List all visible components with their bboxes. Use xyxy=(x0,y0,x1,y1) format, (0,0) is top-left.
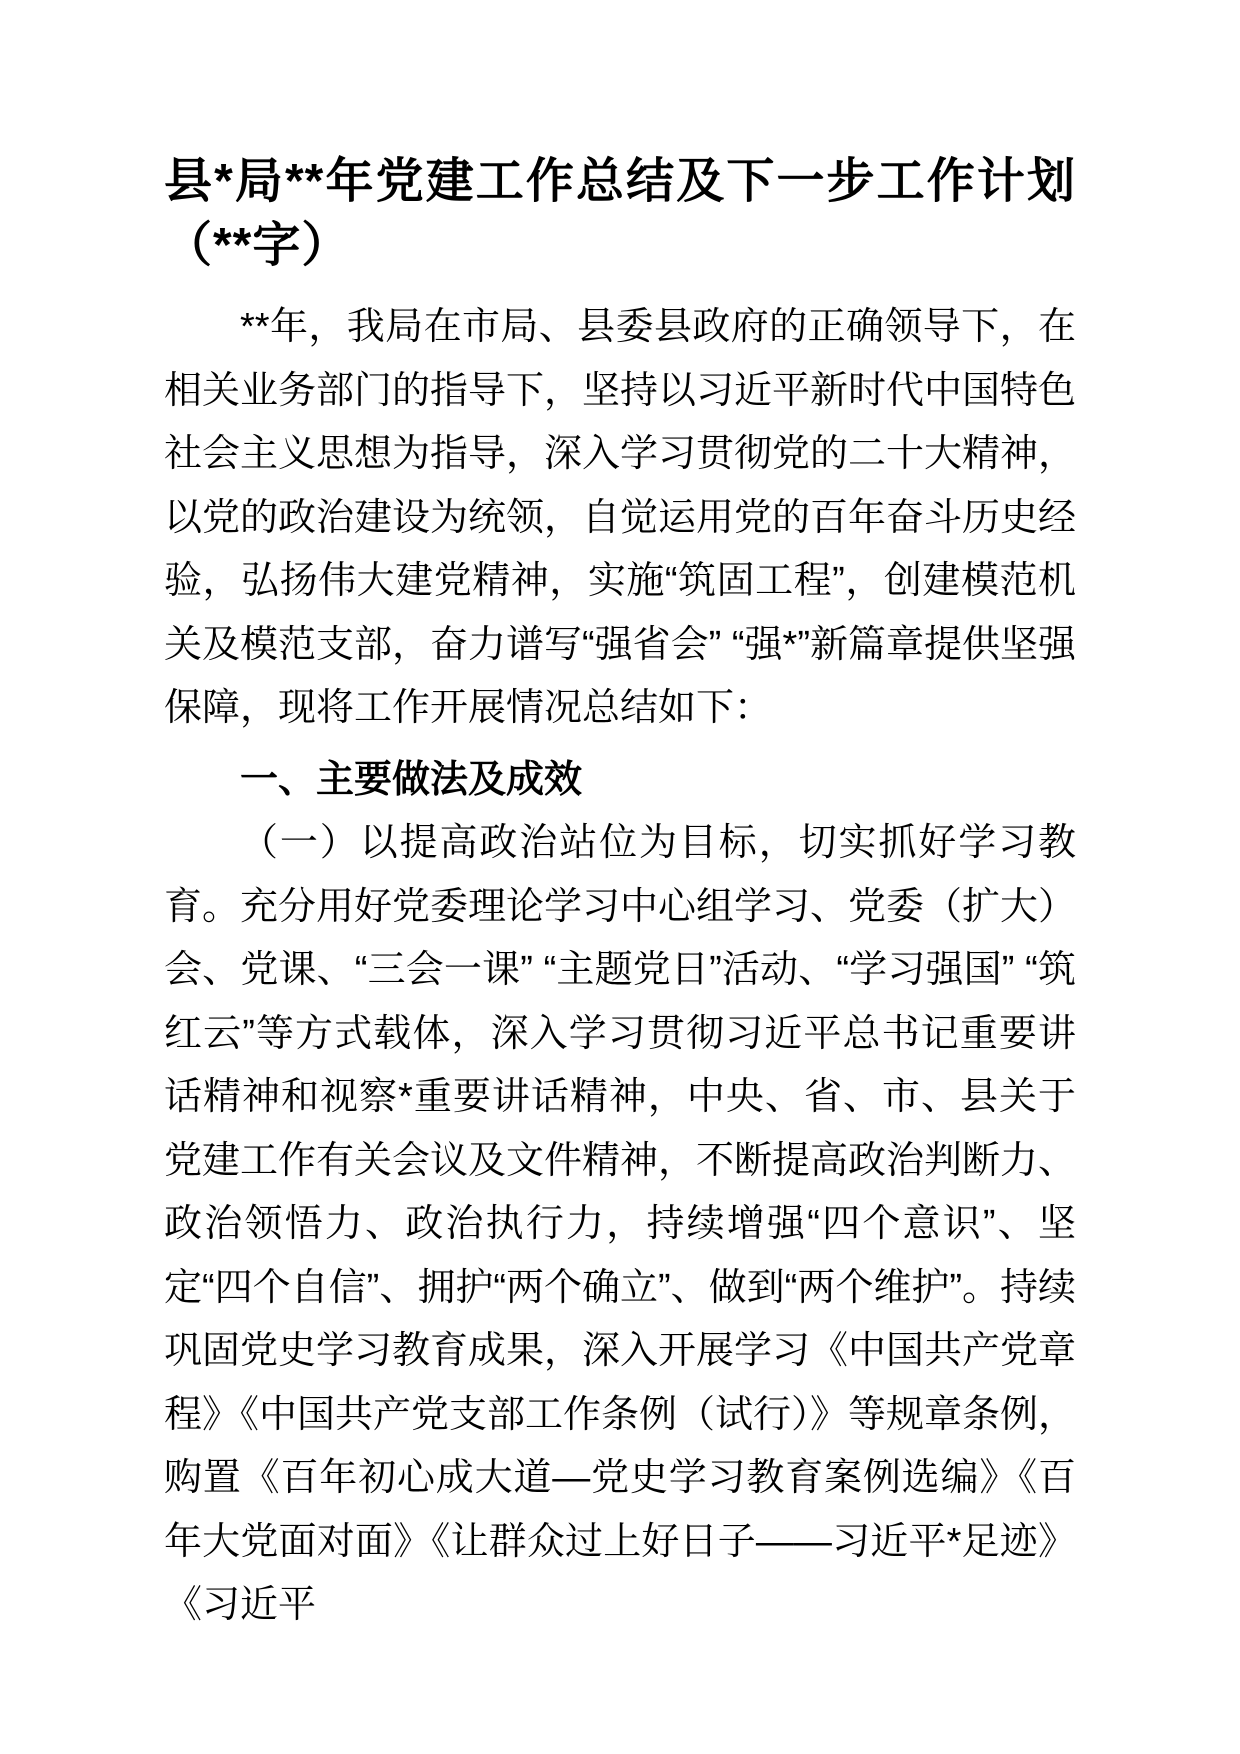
section-paragraph: （一）以提高政治站位为目标，切实抓好学习教育。充分用好党委理论学习中心组学习、党委（扩大）会、党课、“三会一课” “主题党日”活动、“学习强国” “筑红云”等方式载体，深入学习贯彻习近平总书记重要讲话精神和视察*重要讲话精神，中央、省、市、县关于党建工作有关会议及文件精神，不断提高政治判断力、政治领悟力、政治执行力，持续增强“四个意识”、坚定“四个自信”、拥护“两个确立”、做到“两个维护”。持续巩固党史学习教育成果，深入开展学习《中国共产党章程》《中国共产党支部工作条例（试行）》等规章条例，购置《百年初心成大道—党史学习教育案例选编》《百年大党面对面》《让群众过上好日子——习近平*足迹》《习近平 xyxy=(164,822,1077,1626)
intro-paragraph: **年，我局在市局、县委县政府的正确领导下，在相关业务部门的指导下，坚持以习近平新时代中国特色社会主义思想为指导，深入学习贯彻党的二十大精神，以党的政治建设为统领，自觉运用党的百年奋斗历史经验，弘扬伟大建党精神，实施“筑固工程”，创建模范机关及模范支部，奋力谱写“强省会” “强*”新篇章提供坚强保障，现将工作开展情况总结如下： xyxy=(164,306,1077,729)
document-title: 县*局**年党建工作总结及下一步工作计划（**字） xyxy=(164,155,1076,272)
section-heading: 一、主要做法及成效 xyxy=(240,758,583,801)
